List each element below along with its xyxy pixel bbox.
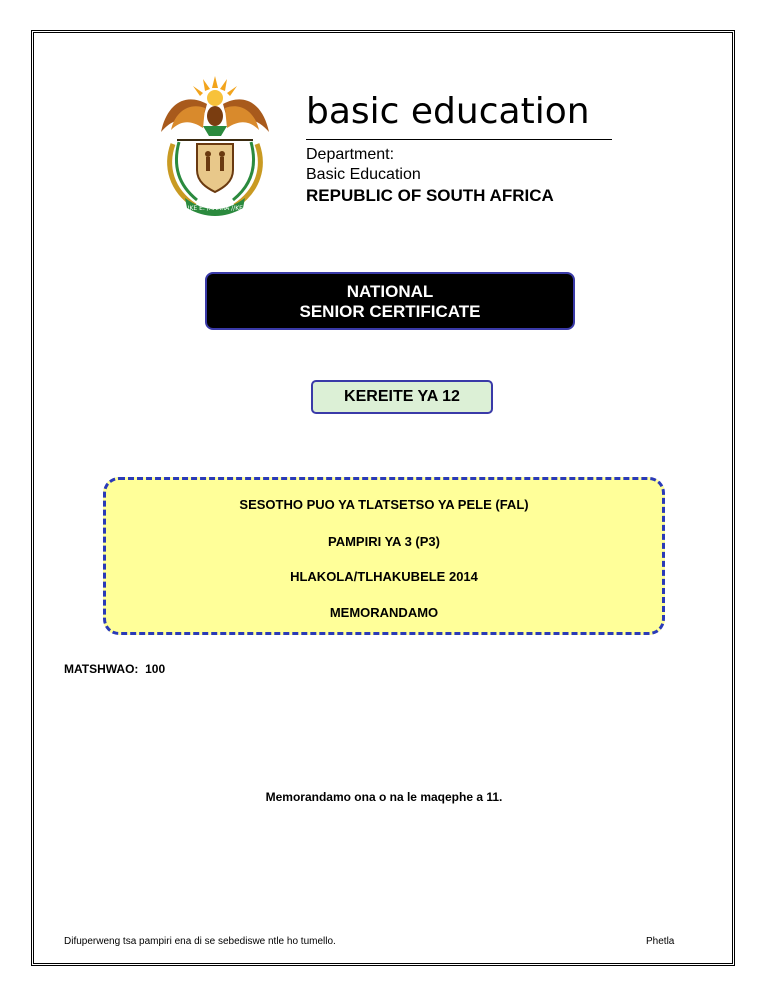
copyright-notice: Difuperweng tsa pampiri ena di se sebediswe ntle ho tumello. (64, 936, 336, 947)
department-label: Department: (306, 146, 395, 163)
turn-over-label: Phetla (646, 936, 675, 947)
grade-badge: KEREITE YA 12 (311, 380, 493, 414)
brand-title: basic education (306, 91, 590, 132)
page-count-note: Memorandamo ona o na le maqephe a 11. (265, 790, 503, 804)
department-name: Basic Education (306, 166, 421, 183)
exam-session: HLAKOLA/TLHAKUBELE 2014 (290, 569, 478, 584)
certificate-line-2: SENIOR CERTIFICATE (299, 302, 481, 321)
brand-divider (306, 139, 612, 140)
subject-panel (103, 477, 665, 635)
certificate-banner (205, 272, 575, 330)
emblem-motto: !KE E: /XARRA //KE (187, 205, 243, 212)
paper-number: PAMPIRI YA 3 (P3) (328, 534, 440, 549)
document-type: MEMORANDAMO (329, 605, 439, 620)
country-name: REPUBLIC OF SOUTH AFRICA (306, 186, 554, 205)
subject-title: SESOTHO PUO YA TLATSETSO YA PELE (FAL) (239, 497, 529, 512)
certificate-line-1: NATIONAL (346, 282, 434, 301)
total-marks: MATSHWAO: 100 (64, 662, 166, 676)
coat-of-arms-logo (155, 74, 275, 216)
